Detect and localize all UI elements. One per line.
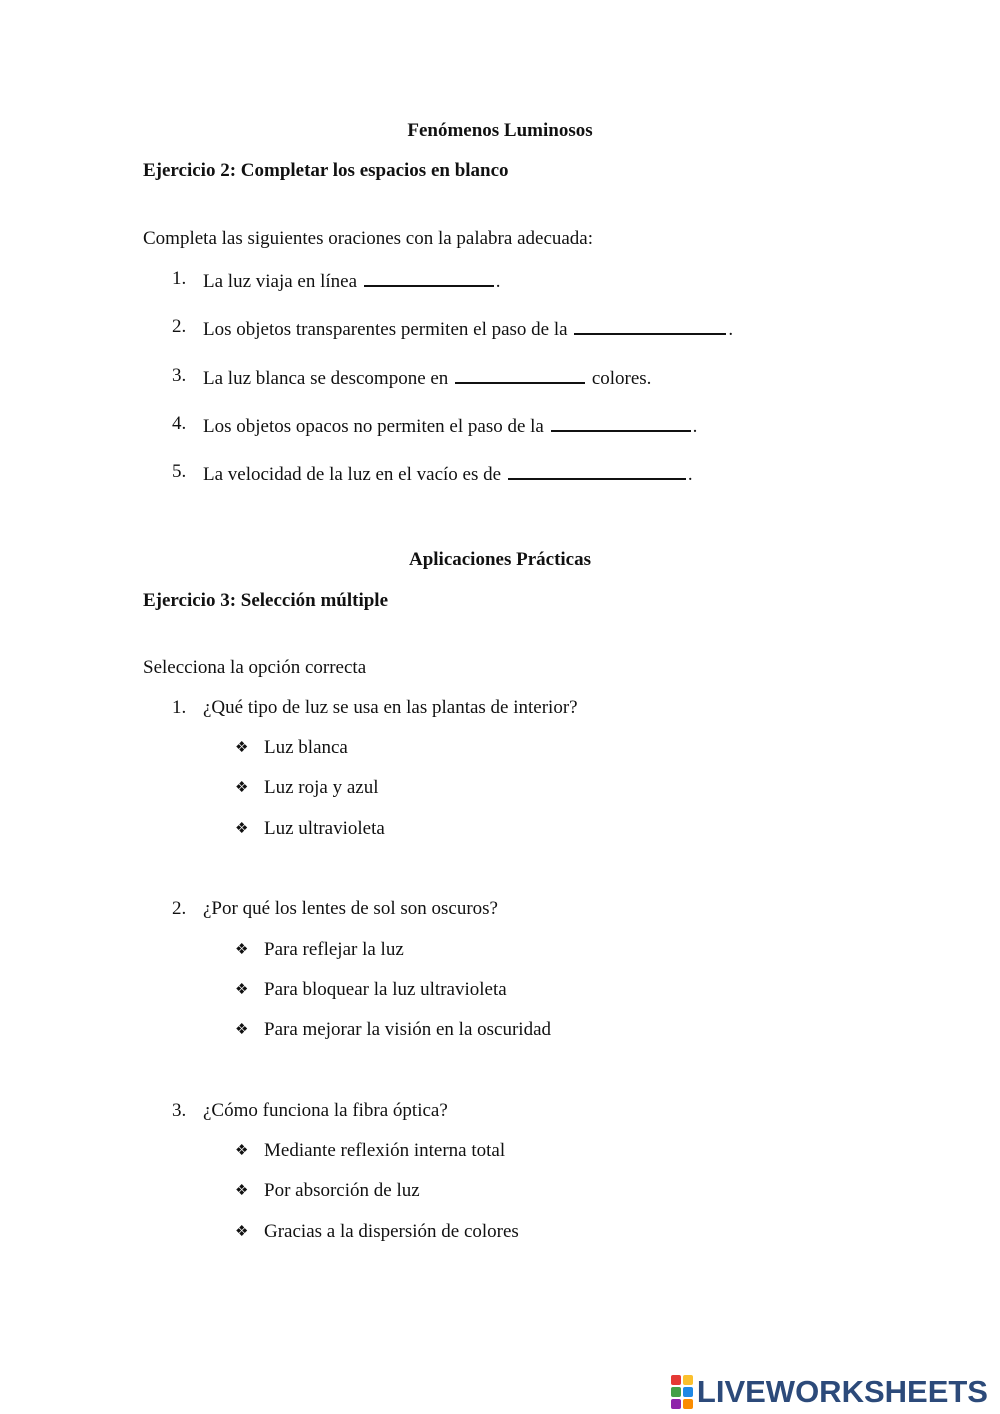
item-text-after: . <box>692 416 698 437</box>
exercise-2-title: Ejercicio 2: Completar los espacios en blanco <box>143 160 509 181</box>
answer-option[interactable] <box>0 1139 1000 1163</box>
item-text-before: La luz blanca se descompone en <box>203 368 449 389</box>
liveworksheets-watermark <box>671 1372 988 1412</box>
logo-cell <box>683 1399 693 1409</box>
fill-blank-input[interactable] <box>551 412 691 432</box>
question-text: ¿Qué tipo de luz se usa en las plantas de interior? <box>203 697 578 718</box>
exercise-3-instruction: Selecciona la opción correcta <box>143 657 367 678</box>
logo-cell <box>671 1387 681 1397</box>
section-title-aplicaciones: Aplicaciones Prácticas <box>408 549 592 570</box>
question-text: ¿Cómo funciona la fibra óptica? <box>203 1100 448 1121</box>
liveworksheets-logo-icon <box>671 1375 693 1409</box>
question-number: 3. <box>172 1100 187 1121</box>
fill-blank-input[interactable] <box>508 460 686 480</box>
option-text: Para bloquear la luz ultravioleta <box>264 979 507 1000</box>
item-number: 1. <box>172 268 187 289</box>
question-item <box>0 1099 1000 1123</box>
diamond-bullet-icon: ❖ <box>235 942 249 958</box>
item-number: 3. <box>172 365 187 386</box>
fill-blank-input[interactable] <box>455 364 585 384</box>
answer-option[interactable] <box>0 1018 1000 1042</box>
list-item <box>0 460 1000 484</box>
item-text-before: La luz viaja en línea <box>203 271 358 292</box>
question-item <box>0 696 1000 720</box>
fill-blank-input[interactable] <box>574 315 726 335</box>
answer-option[interactable] <box>0 938 1000 962</box>
item-text-after: . <box>728 319 734 340</box>
logo-cell <box>683 1375 693 1385</box>
item-text-after: . <box>687 464 693 485</box>
item-number: 5. <box>172 461 187 482</box>
diamond-bullet-icon: ❖ <box>235 740 249 756</box>
question-text: ¿Por qué los lentes de sol son oscuros? <box>203 898 498 919</box>
diamond-bullet-icon: ❖ <box>235 780 249 796</box>
answer-option[interactable] <box>0 1179 1000 1203</box>
question-number: 2. <box>172 898 187 919</box>
list-item <box>0 412 1000 436</box>
answer-option[interactable] <box>0 1220 1000 1244</box>
logo-cell <box>671 1399 681 1409</box>
option-text: Mediante reflexión interna total <box>264 1140 506 1161</box>
list-item <box>0 364 1000 388</box>
diamond-bullet-icon: ❖ <box>235 821 249 837</box>
diamond-bullet-icon: ❖ <box>235 1224 249 1240</box>
answer-option[interactable] <box>0 776 1000 800</box>
logo-cell <box>671 1375 681 1385</box>
item-number: 2. <box>172 316 187 337</box>
answer-option[interactable] <box>0 978 1000 1002</box>
answer-option[interactable] <box>0 817 1000 841</box>
section-title-fenomenos: Fenómenos Luminosos <box>407 120 593 141</box>
item-text-after: . <box>495 271 501 292</box>
diamond-bullet-icon: ❖ <box>235 1143 249 1159</box>
watermark-text: LIVEWORKSHEETS <box>696 1374 988 1409</box>
option-text: Gracias a la dispersión de colores <box>264 1221 519 1242</box>
exercise-3-title: Ejercicio 3: Selección múltiple <box>143 590 389 611</box>
option-text: Para mejorar la visión en la oscuridad <box>264 1019 552 1040</box>
item-text-before: La velocidad de la luz en el vacío es de <box>203 464 502 485</box>
option-text: Para reflejar la luz <box>264 939 404 960</box>
logo-cell <box>683 1387 693 1397</box>
item-text-after: colores. <box>591 368 652 389</box>
fill-blank-input[interactable] <box>364 267 494 287</box>
list-item <box>0 315 1000 339</box>
exercise-2-instruction: Completa las siguientes oraciones con la palabra adecuada: <box>143 228 594 249</box>
question-item <box>0 897 1000 921</box>
item-number: 4. <box>172 413 187 434</box>
option-text: Por absorción de luz <box>264 1180 420 1201</box>
answer-option[interactable] <box>0 736 1000 760</box>
diamond-bullet-icon: ❖ <box>235 1183 249 1199</box>
item-text-before: Los objetos opacos no permiten el paso de la <box>203 416 544 437</box>
diamond-bullet-icon: ❖ <box>235 982 249 998</box>
option-text: Luz blanca <box>264 737 348 758</box>
diamond-bullet-icon: ❖ <box>235 1022 249 1038</box>
option-text: Luz roja y azul <box>264 777 379 798</box>
question-number: 1. <box>172 697 187 718</box>
list-item <box>0 267 1000 291</box>
option-text: Luz ultravioleta <box>264 818 385 839</box>
item-text-before: Los objetos transparentes permiten el paso de la <box>203 319 568 340</box>
